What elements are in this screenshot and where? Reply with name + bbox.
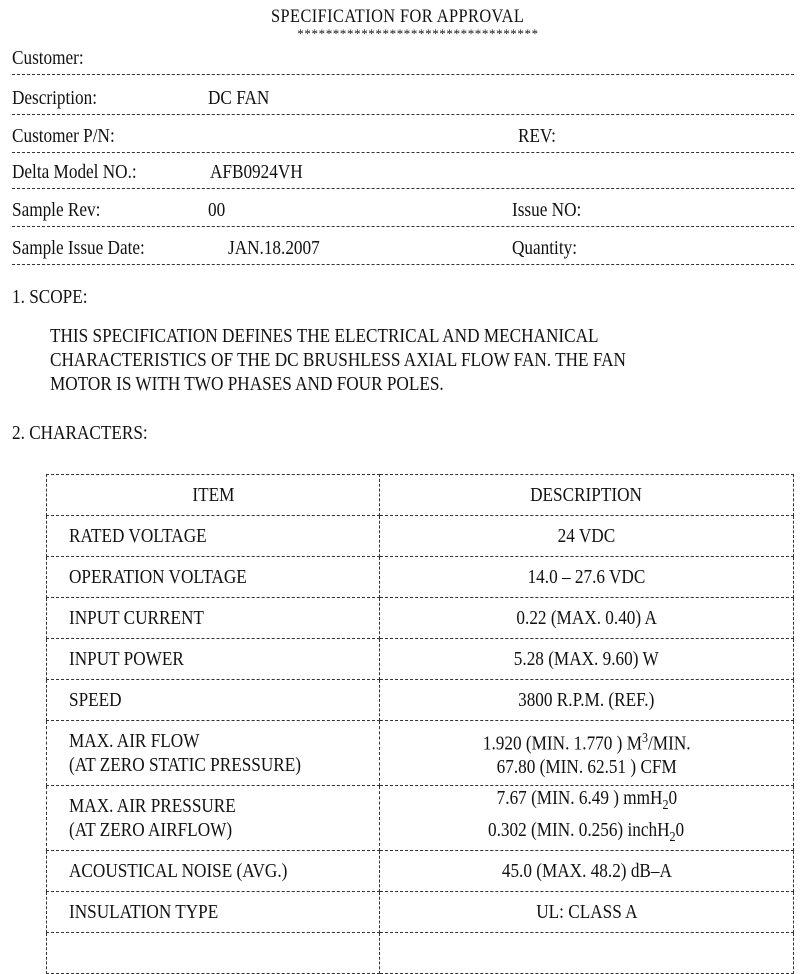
document-title [0, 6, 800, 39]
item-cell: INPUT POWER [47, 639, 380, 680]
table-row [47, 721, 794, 786]
item-cell: INPUT CURRENT [47, 598, 380, 639]
model-row [12, 150, 794, 189]
table-row [47, 639, 794, 680]
rev-label: REV: [518, 125, 556, 147]
item-cell: RATED VOLTAGE [47, 516, 380, 557]
item-cell: ACOUSTICAL NOISE (AVG.) [47, 851, 380, 892]
description-cell: 14.0 – 27.6 VDC [380, 557, 794, 598]
description-cell: 7.67 (MIN. 6.49 ) mmH$_2$0 0.302 (MIN. 0.256) inchH$_2$0 [380, 786, 794, 851]
table-row [47, 598, 794, 639]
model-value: AFB0924VH [210, 161, 303, 183]
col-item-header: ITEM [47, 475, 380, 516]
description-row [12, 76, 794, 115]
table-row [47, 851, 794, 892]
customer-label: Customer: [12, 47, 84, 69]
issue-no-label: Issue NO: [512, 199, 582, 221]
characters-table [46, 474, 794, 974]
item-cell: SPEED [47, 680, 380, 721]
sample-rev-value: 00 [208, 199, 226, 221]
scope-line-3: MOTOR IS WITH TWO PHASES AND FOUR POLES. [50, 373, 444, 395]
table-row-partial [47, 933, 794, 974]
table-row [47, 892, 794, 933]
scope-line-2: CHARACTERISTICS OF THE DC BRUSHLESS AXIAL FLOW FAN. THE FAN [50, 349, 626, 371]
description-cell: 24 VDC [380, 516, 794, 557]
table-row [47, 516, 794, 557]
sample-issue-date-row [12, 226, 794, 265]
title-underline-stars: ********************************** [297, 26, 539, 41]
customer-pn-row [12, 114, 794, 153]
table-row [47, 557, 794, 598]
customer-row [12, 36, 794, 75]
sample-rev-label: Sample Rev: [12, 199, 101, 221]
description-cell: 5.28 (MAX. 9.60) W [380, 639, 794, 680]
item-cell: INSULATION TYPE [47, 892, 380, 933]
description-cell: 45.0 (MAX. 48.2) dB–A [380, 851, 794, 892]
description-value: DC FAN [208, 87, 270, 109]
item-cell: MAX. AIR PRESSURE (AT ZERO AIRFLOW) [47, 786, 380, 851]
description-label: Description: [12, 87, 98, 109]
characters-heading: 2. CHARACTERS: [12, 422, 148, 444]
description-cell: UL: CLASS A [380, 892, 794, 933]
title-text: SPECIFICATION FOR APPROVAL [270, 6, 525, 27]
sample-issue-date-label: Sample Issue Date: [12, 237, 145, 259]
item-cell: MAX. AIR FLOW (AT ZERO STATIC PRESSURE) [47, 721, 380, 786]
description-cell: 1.920 (MIN. 1.770 ) $M^3$/MIN. 67.80 (MIN. 62.51 ) CFM [380, 721, 794, 786]
scope-line-1: THIS SPECIFICATION DEFINES THE ELECTRICAL AND MECHANICAL [50, 325, 599, 347]
scope-paragraph [50, 324, 720, 396]
table-row [47, 786, 794, 851]
model-label: Delta Model NO.: [12, 161, 137, 183]
item-cell: OPERATION VOLTAGE [47, 557, 380, 598]
sample-issue-date-value: JAN.18.2007 [228, 237, 320, 259]
table-header-row [47, 475, 794, 516]
description-cell: 3800 R.P.M. (REF.) [380, 680, 794, 721]
table-row [47, 680, 794, 721]
description-cell: 0.22 (MAX. 0.40) A [380, 598, 794, 639]
customer-pn-label: Customer P/N: [12, 125, 115, 147]
sample-rev-row [12, 188, 794, 227]
scope-heading: 1. SCOPE: [12, 286, 88, 308]
col-description-header: DESCRIPTION [380, 475, 794, 516]
quantity-label: Quantity: [512, 237, 577, 259]
